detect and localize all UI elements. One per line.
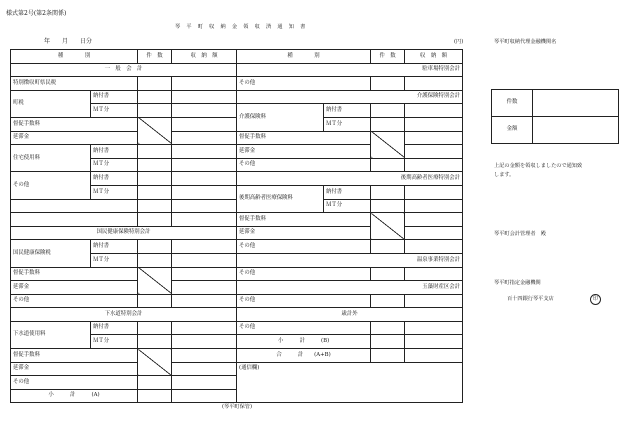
amount-cell[interactable] xyxy=(172,199,237,213)
form-number: 様式第2号(第2条関係) xyxy=(6,10,67,17)
sewer-fee: 下水道使用料 xyxy=(11,321,91,348)
amount-cell[interactable] xyxy=(371,104,405,118)
diagonal-void-cell xyxy=(138,349,172,376)
unit-label: (円) xyxy=(454,39,464,45)
agent-bank-title: 琴平町収納代理金融機関名 xyxy=(494,39,557,45)
accounting-manager: 琴平町会計管理者 殿 xyxy=(494,231,546,237)
amount-cell[interactable] xyxy=(172,240,237,254)
subtotal-b: 小 計 (B) xyxy=(237,335,371,349)
mt-portion: ＭＴ分 xyxy=(324,117,371,131)
general-account-header: 一 般 会 計 xyxy=(11,63,237,77)
diagonal-void-cell xyxy=(371,213,405,240)
designated-bank-title: 琴平町指定金融機関 xyxy=(494,280,541,286)
amount-cell[interactable] xyxy=(371,158,405,172)
amount-cell[interactable] xyxy=(172,349,237,363)
amount-cell[interactable] xyxy=(371,349,405,363)
amount-cell[interactable] xyxy=(138,321,172,335)
nhi-tax: 国民健康保険税 xyxy=(11,240,91,267)
designated-bank-name: 百十四銀行琴平支店 xyxy=(507,296,554,302)
elderly-insurance-fee: 後期高齢者医療保険料 xyxy=(237,185,324,212)
parking-other: その他 xyxy=(237,77,371,91)
amount-value[interactable] xyxy=(533,117,619,144)
hotspring-other: その他 xyxy=(237,267,371,281)
amount-cell[interactable] xyxy=(138,185,172,199)
amount-cell[interactable] xyxy=(405,213,463,227)
amount-cell[interactable] xyxy=(138,389,172,403)
nhi-other: その他 xyxy=(11,294,138,308)
col-header-count-right: 件 数 xyxy=(371,50,405,64)
payment-slip: 納付書 xyxy=(91,145,138,159)
amount-cell[interactable] xyxy=(405,349,463,363)
amount-cell[interactable] xyxy=(172,376,237,390)
col-header-count: 件 数 xyxy=(138,50,172,64)
amount-cell[interactable] xyxy=(172,362,237,376)
col-header-category-right: 種 別 xyxy=(237,50,371,64)
special-collection-tax: 特別徴収町県民税 xyxy=(11,77,138,91)
amount-cell[interactable] xyxy=(138,294,172,308)
diagonal-void-cell xyxy=(138,117,172,144)
amount-cell[interactable] xyxy=(172,145,237,159)
amount-cell[interactable] xyxy=(405,294,463,308)
tamamo-account-header: 玉藻財産区会計 xyxy=(237,281,463,295)
blank-label xyxy=(11,199,138,213)
reminder-fee: 督促手数料 xyxy=(237,213,371,227)
payment-slip: 納付書 xyxy=(324,104,371,118)
amount-cell[interactable] xyxy=(405,131,463,145)
reminder-fee: 督促手数料 xyxy=(11,117,138,131)
amount-cell[interactable] xyxy=(172,389,237,403)
amount-cell[interactable] xyxy=(371,267,405,281)
amount-cell[interactable] xyxy=(172,294,237,308)
amount-cell[interactable] xyxy=(172,281,237,295)
mt-portion: ＭＴ分 xyxy=(324,199,371,213)
subtotal-a: 小 計 (A) xyxy=(11,389,138,403)
receipt-form-table xyxy=(10,49,463,403)
housing-fee: 住宅使用料 xyxy=(11,145,91,172)
parking-account-header: 駐車場特別会計 xyxy=(237,63,463,77)
mt-portion: ＭＴ分 xyxy=(91,158,138,172)
town-tax: 町税 xyxy=(11,90,91,117)
elderly-other: その他 xyxy=(237,240,371,254)
amount-cell[interactable] xyxy=(405,199,463,213)
mt-portion: ＭＴ分 xyxy=(91,253,138,267)
amount-cell[interactable] xyxy=(172,172,237,186)
col-header-amount-right: 収 納 額 xyxy=(405,50,463,64)
mt-portion: ＭＴ分 xyxy=(91,335,138,349)
amount-cell[interactable] xyxy=(371,294,405,308)
count-value[interactable] xyxy=(533,90,619,117)
amount-cell[interactable] xyxy=(138,158,172,172)
general-other: その他 xyxy=(11,172,91,199)
amount-cell[interactable] xyxy=(172,335,237,349)
payment-slip: 納付書 xyxy=(91,172,138,186)
amount-cell[interactable] xyxy=(138,104,172,118)
mt-portion: ＭＴ分 xyxy=(91,185,138,199)
amount-cell[interactable] xyxy=(405,158,463,172)
nhi-account-header: 国民健康保険特別会計 xyxy=(11,226,237,240)
late-fee: 延滞金 xyxy=(237,226,371,240)
memo-field[interactable] xyxy=(237,362,463,403)
payment-slip: 納付書 xyxy=(324,185,371,199)
payment-slip: 納付書 xyxy=(91,240,138,254)
diagonal-void-cell xyxy=(371,131,405,158)
amount-label: 金額 xyxy=(492,117,533,144)
amount-cell[interactable] xyxy=(371,77,405,91)
amount-cell[interactable] xyxy=(172,185,237,199)
amount-cell[interactable] xyxy=(405,77,463,91)
tamamo-other: その他 xyxy=(237,294,371,308)
amount-cell[interactable] xyxy=(405,104,463,118)
amount-cell[interactable] xyxy=(172,131,237,145)
amount-cell[interactable] xyxy=(172,213,237,227)
col-header-amount: 収 納 額 xyxy=(172,50,237,64)
diagonal-void-cell xyxy=(138,267,172,294)
amount-cell[interactable] xyxy=(138,145,172,159)
blank-label xyxy=(11,213,138,227)
reminder-fee: 督促手数料 xyxy=(11,349,138,363)
amount-cell[interactable] xyxy=(371,240,405,254)
amount-cell[interactable] xyxy=(138,77,172,91)
page-title: 琴 平 町 収 納 金 領 収 済 通 知 書 xyxy=(175,24,306,30)
notice-text-line1: 上記の金額を領収しましたので通知致 xyxy=(494,163,583,169)
footer-note: (琴平町保管) xyxy=(222,404,252,410)
sewer-account-header: 下水道特別会計 xyxy=(11,308,237,322)
outside-account-header: 歳計外 xyxy=(237,308,463,322)
amount-cell[interactable] xyxy=(172,104,237,118)
sewer-other: その他 xyxy=(11,376,138,390)
amount-cell[interactable] xyxy=(138,240,172,254)
amount-cell[interactable] xyxy=(405,145,463,159)
care-other: その他 xyxy=(237,158,371,172)
amount-cell[interactable] xyxy=(172,253,237,267)
late-fee: 延滞金 xyxy=(237,145,371,159)
amount-cell[interactable] xyxy=(405,117,463,131)
late-fee: 延滞金 xyxy=(11,362,138,376)
amount-cell[interactable] xyxy=(172,90,237,104)
amount-cell[interactable] xyxy=(405,240,463,254)
payment-slip: 納付書 xyxy=(91,321,138,335)
amount-cell[interactable] xyxy=(172,117,237,131)
memo-label: (通信欄) xyxy=(239,364,260,371)
seal-stamp: 印 xyxy=(590,294,601,305)
reminder-fee: 督促手数料 xyxy=(237,131,371,145)
amount-cell[interactable] xyxy=(405,321,463,335)
amount-cell[interactable] xyxy=(405,185,463,199)
amount-cell[interactable] xyxy=(138,90,172,104)
col-header-category: 種 別 xyxy=(11,50,138,64)
hotspring-account-header: 温泉事業特別会計 xyxy=(237,253,463,267)
amount-cell[interactable] xyxy=(172,77,237,91)
amount-cell[interactable] xyxy=(138,213,172,227)
elderly-account-header: 後期高齢者医療特別会計 xyxy=(237,172,463,186)
date-period: 年 月 日分 xyxy=(44,38,93,45)
reminder-fee: 督促手数料 xyxy=(11,267,138,281)
care-account-header: 介護保険特別会計 xyxy=(237,90,463,104)
amount-cell[interactable] xyxy=(371,117,405,131)
amount-cell[interactable] xyxy=(405,335,463,349)
payment-slip: 納付書 xyxy=(91,90,138,104)
amount-cell[interactable] xyxy=(371,185,405,199)
care-insurance-fee: 介護保険料 xyxy=(237,104,324,131)
amount-cell[interactable] xyxy=(138,172,172,186)
amount-cell[interactable] xyxy=(138,199,172,213)
amount-cell[interactable] xyxy=(172,158,237,172)
outside-other: その他 xyxy=(237,321,371,335)
late-fee: 延滞金 xyxy=(11,281,138,295)
amount-cell[interactable] xyxy=(138,376,172,390)
mt-portion: ＭＴ分 xyxy=(91,104,138,118)
count-amount-box xyxy=(491,89,619,144)
grand-total: 合 計 (A+B) xyxy=(237,349,371,363)
count-label: 件数 xyxy=(492,90,533,117)
amount-cell[interactable] xyxy=(371,335,405,349)
amount-cell[interactable] xyxy=(405,267,463,281)
amount-cell[interactable] xyxy=(138,253,172,267)
amount-cell[interactable] xyxy=(371,321,405,335)
notice-text-line2: します。 xyxy=(494,172,515,178)
amount-cell[interactable] xyxy=(371,199,405,213)
amount-cell[interactable] xyxy=(172,267,237,281)
amount-cell[interactable] xyxy=(138,335,172,349)
late-fee: 延滞金 xyxy=(11,131,138,145)
amount-cell[interactable] xyxy=(405,226,463,240)
amount-cell[interactable] xyxy=(172,321,237,335)
